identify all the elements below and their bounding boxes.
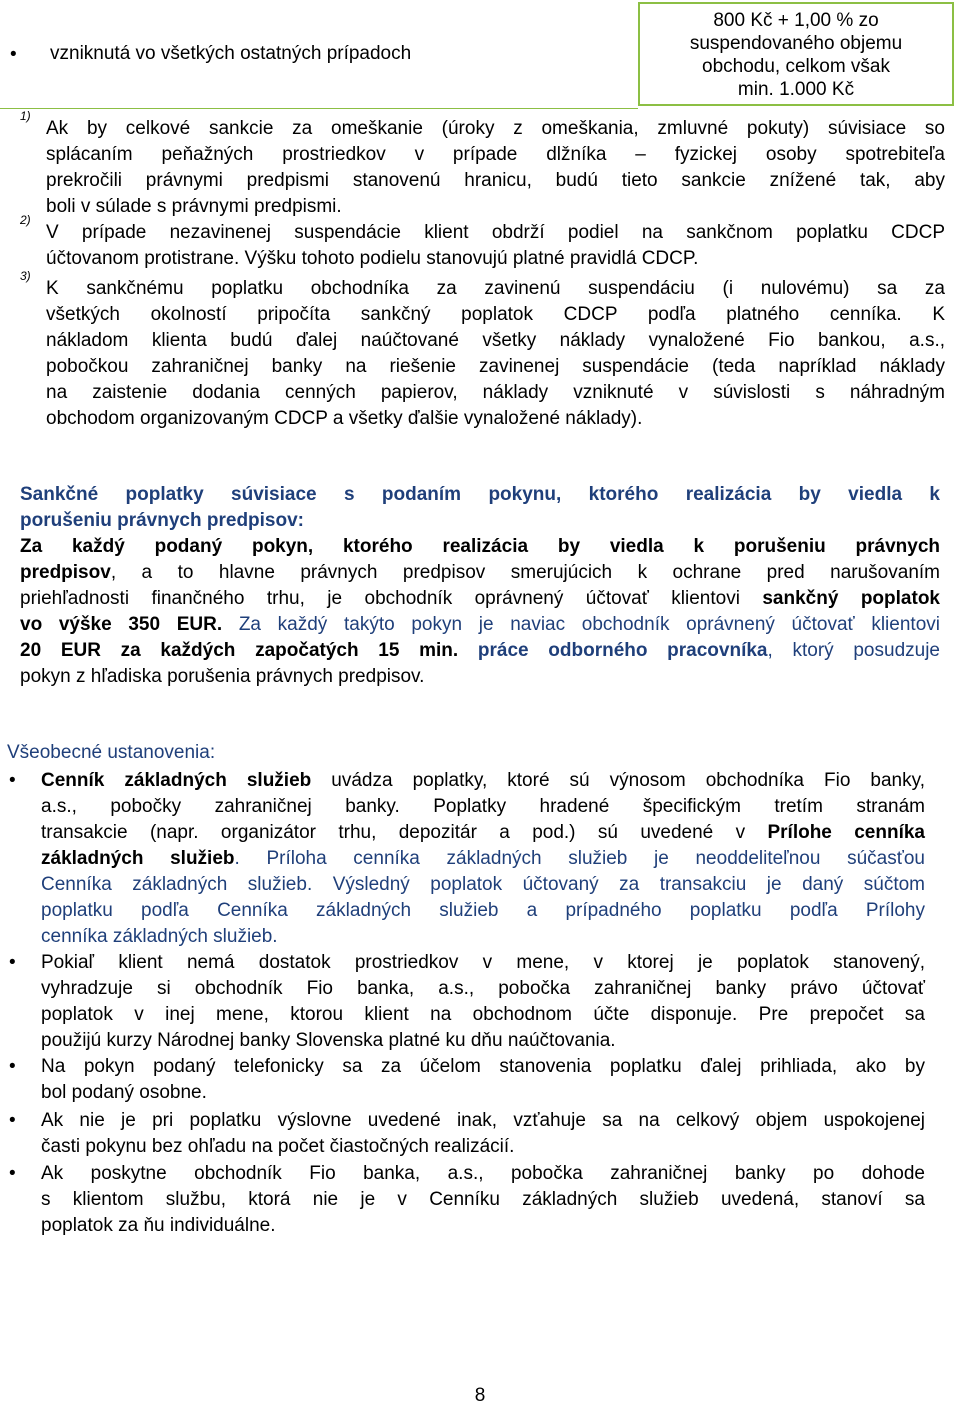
- fee-amount-line: 800 Kč + 1,00 % zo: [713, 10, 879, 31]
- sanction-text: , a to hlavne právnych predpisov smerujúcich k ochrane pred narušovaním: [110, 562, 940, 583]
- bullet-icon: •: [9, 1163, 16, 1184]
- list-text: Na pokyn podaný telefonicky sa za účelom stanovenia poplatku ďalej prihliada, ako by: [41, 1056, 925, 1077]
- footnote-line: K sankčnému poplatku obchodníka za zavinenú suspendáciu (i nulovému) sa za: [46, 278, 945, 299]
- bullet-icon: •: [9, 1110, 16, 1131]
- sanction-text-blue: Za každý takýto pokyn je naviac obchodník oprávnený účtovať klientovi: [222, 614, 940, 635]
- general-provisions-heading: Všeobecné ustanovenia:: [7, 742, 216, 763]
- bold-term: Cenník základných služieb: [41, 770, 312, 791]
- list-text: a.s., pobočky zahraničnej banky. Poplatky hradené špecifickým tretím stranám: [41, 796, 925, 817]
- sanction-text: pokyn z hľadiska porušenia právnych predpisov.: [20, 666, 425, 687]
- heading-line: Sankčné poplatky súvisiace s podaním pokynu, ktorého realizácia by viedla k: [20, 484, 940, 505]
- footnote-line: splácaním peňažných prostriedkov v prípade dlžníka – fyzickej osoby spotrebiteľa: [46, 144, 945, 165]
- list-text-blue: Cenníka základných služieb. Výsledný poplatok účtovaný za transakciu je daný súčtom: [41, 874, 925, 895]
- fee-amount-cell: [638, 2, 954, 106]
- list-text: transakcie (napr. organizátor trhu, depozitár a pod.) sú uvedené v: [41, 822, 768, 843]
- footnote-line: prekročili právnymi predpismi stanovenú hranicu, budú tieto sankcie znížené tak, aby: [46, 170, 945, 191]
- fee-condition-text: vzniknutá vo všetkých ostatných prípadoch: [50, 43, 412, 64]
- list-text: Ak nie je pri poplatku výslovne uvedené inak, vzťahuje sa na celkový objem uspokojenej: [41, 1110, 925, 1131]
- footnote-line: V prípade nezavinenej suspendácie klient obdrží podiel na sankčnom poplatku CDCP: [46, 222, 945, 243]
- sanction-rate-bold: 20 EUR za každých započatých 15 min.: [20, 640, 459, 661]
- sanction-rule-bold: Za každý podaný pokyn, ktorého realizácia by viedla k porušeniu právnych: [20, 536, 940, 557]
- list-text-blue: poplatku podľa Cenníka základných služieb a prípadného poplatku podľa Prílohy: [41, 900, 925, 921]
- table-divider: [0, 108, 638, 109]
- list-text: použijú kurzy Národnej banky Slovenska platné ku dňu naúčtovania.: [41, 1030, 616, 1051]
- fee-table-row: [0, 0, 960, 108]
- list-text: bol podaný osobne.: [41, 1082, 207, 1103]
- bold-term: Prílohe cenníka: [767, 822, 926, 843]
- list-text: Pokiaľ klient nemá dostatok prostriedkov v mene, v ktorej je poplatok stanovený,: [41, 952, 925, 973]
- fee-amount-line: suspendovaného objemu: [689, 33, 903, 54]
- sanction-amount-bold: vo výške 350 EUR.: [20, 614, 223, 635]
- bullet-icon: •: [10, 44, 17, 65]
- list-text: uvádza poplatky, ktoré sú výnosom obchodníka Fio banky,: [311, 770, 925, 791]
- bullet-icon: •: [9, 952, 16, 973]
- footnote-line: pobočkou zahraničnej banky na riešenie zavinenej suspendácie (teda napríklad náklady: [46, 356, 945, 377]
- bold-term: základných služieb: [41, 848, 235, 869]
- list-text: časti pokynu bez ohľadu na počet čiastočných realizácií.: [41, 1136, 515, 1157]
- footnote-line: Ak by celkové sankcie za omeškanie (úroky z omeškania, zmluvné pokuty) súvisiace so: [46, 118, 945, 139]
- footnote-mark: 2): [20, 213, 31, 227]
- bullet-icon: •: [9, 1056, 16, 1077]
- heading-line: porušeniu právnych predpisov:: [20, 510, 304, 531]
- list-text: vyhradzuje si obchodník Fio banka, a.s., pobočka zahraničnej banky právo účtovať: [41, 978, 925, 999]
- footnote-line: všetkých okolností pripočíta sankčný poplatok CDCP podľa platného cenníka. K: [46, 304, 945, 325]
- list-text-blue: . Príloha cenníka základných služieb je neoddeliteľnou súčasťou: [234, 848, 925, 869]
- footnote-line: na zaistenie dodania cenných papierov, náklady vzniknuté v súvislosti s náhradným: [46, 382, 945, 403]
- sanction-text: priehľadnosti finančného trhu, je obchodník oprávnený účtovať klientovi: [20, 588, 763, 609]
- footnote-mark: 3): [20, 269, 31, 283]
- sanctions-heading: [20, 482, 940, 534]
- page-number: 8: [474, 1385, 486, 1406]
- sanction-rate-bold-blue: práce odborného pracovníka: [458, 640, 768, 661]
- footnote-line: nákladom klienta budú ďalej naúčtované všetky náklady vynaložené Fio bankou, a.s.,: [46, 330, 945, 351]
- list-text-blue: cenníka základných služieb.: [41, 926, 278, 947]
- list-text: poplatok v inej mene, ktorou klient na obchodnom účte disponuje. Pre prepočet sa: [41, 1004, 925, 1025]
- sanction-text-blue: , ktorý posudzuje: [767, 640, 940, 661]
- footnote-line: obchodom organizovaným CDCP a všetky ďalšie vynaložené náklady).: [46, 408, 643, 429]
- footnote-line: účtovanom protistrane. Výšku tohoto podielu stanovujú platné pravidlá CDCP.: [46, 248, 699, 269]
- list-text: poplatok za ňu individuálne.: [41, 1215, 276, 1236]
- footnote-mark: 1): [20, 109, 31, 123]
- sanction-fee-bold: sankčný poplatok: [762, 588, 940, 609]
- list-text: s klientom službu, ktorá nie je v Cenníku základných služieb uvedená, stanoví sa: [41, 1189, 925, 1210]
- list-text: Ak poskytne obchodník Fio banka, a.s., pobočka zahraničnej banky po dohode: [41, 1163, 925, 1184]
- sanctions-paragraph: [20, 534, 940, 690]
- fee-amount-line: obchodu, celkom však: [702, 56, 890, 77]
- fee-amount-line: min. 1.000 Kč: [737, 79, 855, 100]
- footnote-line: boli v súlade s právnymi predpismi.: [46, 196, 342, 217]
- sanction-rule-bold: predpisov: [20, 562, 111, 583]
- bullet-icon: •: [9, 770, 16, 791]
